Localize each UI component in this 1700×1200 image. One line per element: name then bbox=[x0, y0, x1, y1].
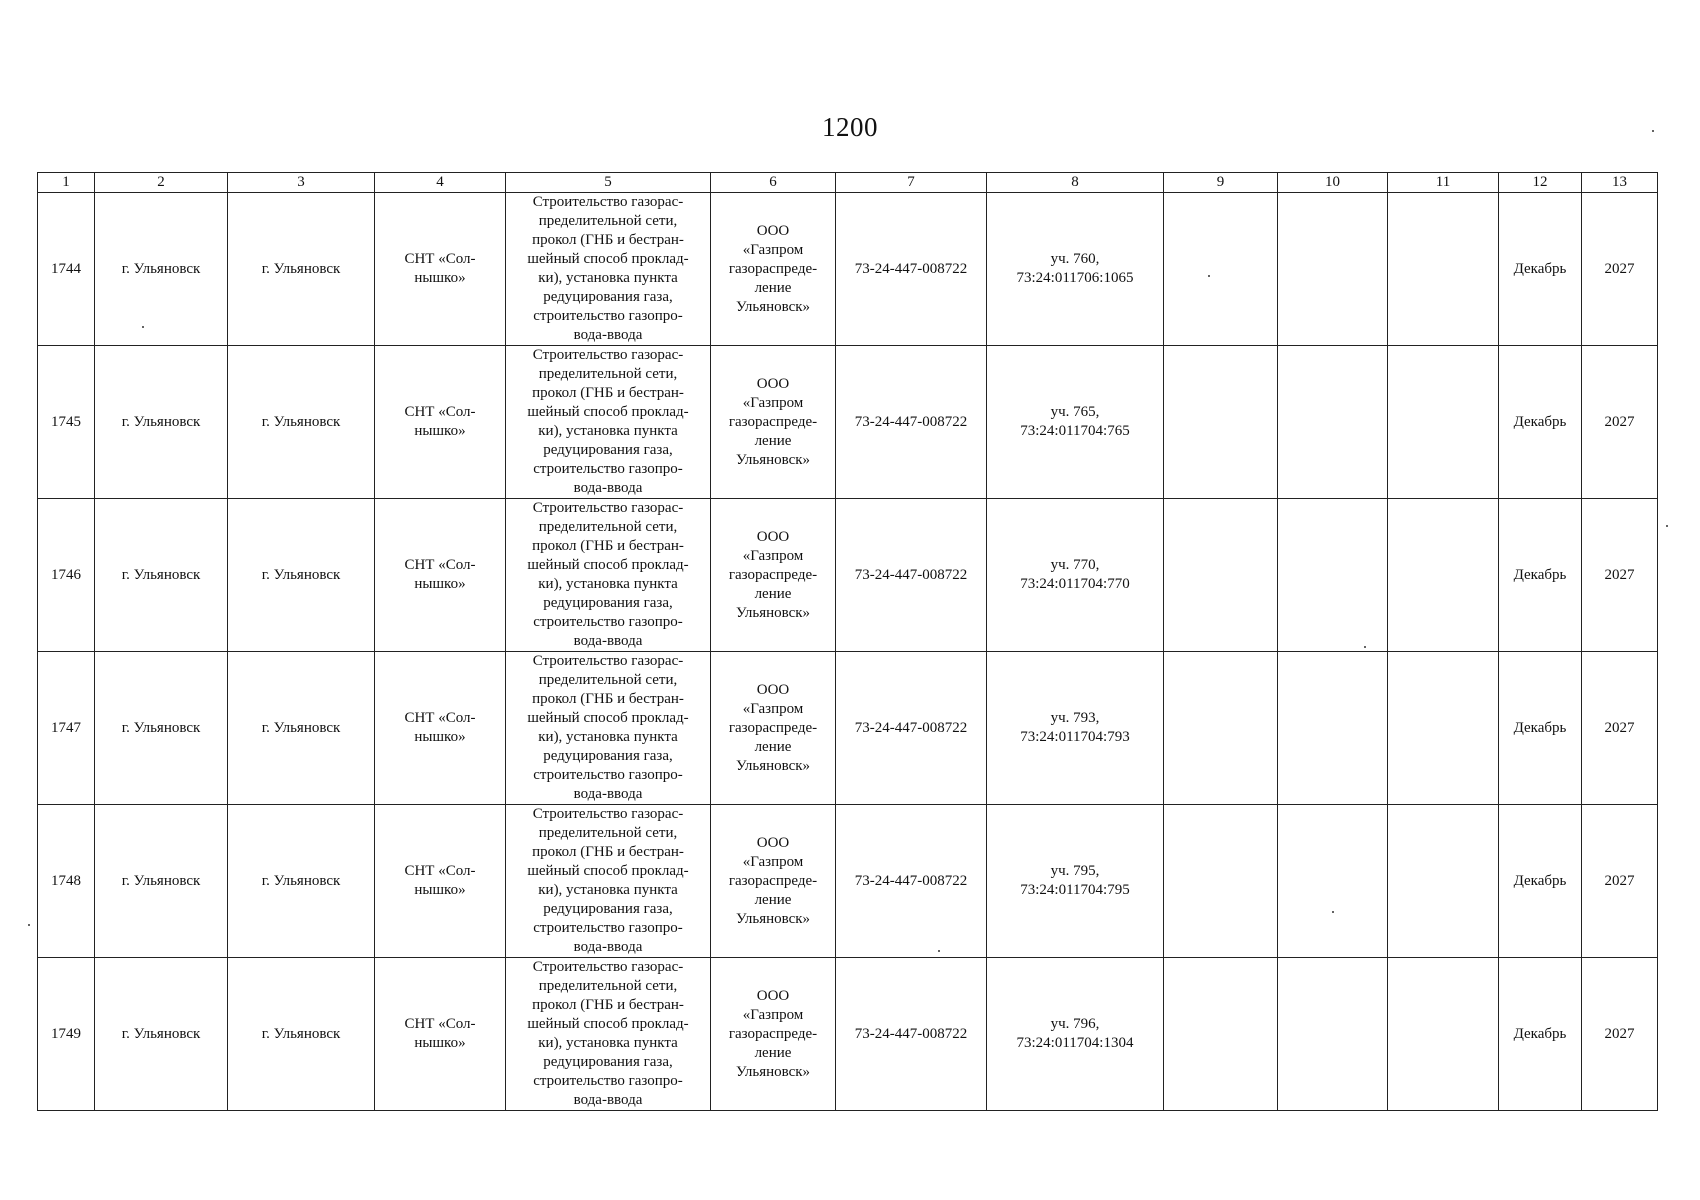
work-description-line: ки), установка пункта bbox=[538, 423, 678, 439]
register-table bbox=[37, 172, 1658, 1111]
column-9-cell bbox=[1164, 499, 1278, 652]
location-cell bbox=[375, 193, 506, 346]
work-description-line: редуцирования газа, bbox=[543, 442, 673, 458]
work-description-line: прокол (ГНБ и бестран- bbox=[532, 997, 684, 1013]
row-number-cell: 1744 bbox=[38, 193, 95, 346]
land-plot-cell bbox=[987, 499, 1164, 652]
column-11-cell bbox=[1388, 958, 1499, 1111]
work-description-line: вода-ввода bbox=[573, 786, 643, 802]
column-header: 7 bbox=[836, 173, 987, 193]
settlement-cell: г. Ульяновск bbox=[228, 958, 375, 1111]
organization-line: Ульяновск» bbox=[735, 298, 811, 315]
work-description-line: шейный способ проклад- bbox=[527, 863, 689, 879]
column-10-cell bbox=[1278, 346, 1388, 499]
work-description-line: прокол (ГНБ и бестран- bbox=[532, 232, 684, 248]
work-description-line: Строительство газорас- bbox=[532, 347, 684, 363]
column-9-cell bbox=[1164, 346, 1278, 499]
column-header: 8 bbox=[987, 173, 1164, 193]
location-line: нышко» bbox=[414, 729, 466, 745]
settlement-cell: г. Ульяновск bbox=[228, 652, 375, 805]
land-plot-cell bbox=[987, 958, 1164, 1111]
month-cell: Декабрь bbox=[1499, 499, 1582, 652]
organization-cell bbox=[711, 346, 836, 499]
organization-cell bbox=[711, 499, 836, 652]
settlement-cell: г. Ульяновск bbox=[228, 193, 375, 346]
land-plot-line: уч. 796, bbox=[1050, 1016, 1100, 1032]
column-header: 3 bbox=[228, 173, 375, 193]
location-line: нышко» bbox=[414, 1035, 466, 1051]
column-10-cell bbox=[1278, 193, 1388, 346]
column-header: 6 bbox=[711, 173, 836, 193]
work-description-line: прокол (ГНБ и бестран- bbox=[532, 385, 684, 401]
work-description-line: вода-ввода bbox=[573, 939, 643, 955]
column-header: 5 bbox=[506, 173, 711, 193]
work-description-cell bbox=[506, 499, 711, 652]
column-9-cell bbox=[1164, 805, 1278, 958]
land-plot-line: 73:24:011704:765 bbox=[1020, 423, 1130, 439]
work-description-line: ки), установка пункта bbox=[538, 882, 678, 898]
work-description-line: редуцирования газа, bbox=[543, 289, 673, 305]
work-description-line: строительство газопро- bbox=[533, 920, 683, 936]
organization-line: ООО bbox=[756, 528, 790, 545]
organization-line: ление bbox=[754, 585, 792, 602]
organization-line: ООО bbox=[756, 834, 790, 851]
month-cell: Декабрь bbox=[1499, 805, 1582, 958]
location-line: нышко» bbox=[414, 423, 466, 439]
table-row bbox=[38, 499, 1658, 652]
land-plot-cell bbox=[987, 805, 1164, 958]
row-number-cell: 1746 bbox=[38, 499, 95, 652]
settlement-cell: г. Ульяновск bbox=[228, 805, 375, 958]
work-description-line: пределительной сети, bbox=[538, 213, 678, 229]
work-description-line: вода-ввода bbox=[573, 327, 643, 343]
organization-line: газораспреде- bbox=[728, 1025, 818, 1042]
column-header: 4 bbox=[375, 173, 506, 193]
column-9-cell bbox=[1164, 958, 1278, 1111]
work-description-line: шейный способ проклад- bbox=[527, 251, 689, 267]
scan-speck bbox=[1652, 130, 1654, 132]
column-11-cell bbox=[1388, 346, 1499, 499]
column-10-cell bbox=[1278, 652, 1388, 805]
column-header: 2 bbox=[95, 173, 228, 193]
location-line: нышко» bbox=[414, 576, 466, 592]
land-plot-line: 73:24:011704:795 bbox=[1020, 882, 1130, 898]
land-plot-line: уч. 795, bbox=[1050, 863, 1100, 879]
work-description-line: редуцирования газа, bbox=[543, 748, 673, 764]
registry-number-cell: 73-24-447-008722 bbox=[836, 958, 987, 1111]
row-number-cell: 1747 bbox=[38, 652, 95, 805]
registry-number-cell: 73-24-447-008722 bbox=[836, 652, 987, 805]
work-description-line: Строительство газорас- bbox=[532, 194, 684, 210]
column-10-cell bbox=[1278, 499, 1388, 652]
location-line: СНТ «Сол- bbox=[404, 1016, 476, 1032]
organization-line: Ульяновск» bbox=[735, 1063, 811, 1080]
year-cell: 2027 bbox=[1582, 193, 1658, 346]
table-row bbox=[38, 346, 1658, 499]
registry-number-cell: 73-24-447-008722 bbox=[836, 805, 987, 958]
work-description-line: ки), установка пункта bbox=[538, 576, 678, 592]
work-description-line: прокол (ГНБ и бестран- bbox=[532, 538, 684, 554]
table-row bbox=[38, 805, 1658, 958]
column-header: 9 bbox=[1164, 173, 1278, 193]
organization-line: «Газпром bbox=[742, 700, 804, 717]
scan-speck bbox=[1332, 911, 1334, 913]
table-row bbox=[38, 958, 1658, 1111]
work-description-line: пределительной сети, bbox=[538, 825, 678, 841]
land-plot-cell bbox=[987, 652, 1164, 805]
year-cell: 2027 bbox=[1582, 652, 1658, 805]
month-cell: Декабрь bbox=[1499, 346, 1582, 499]
work-description-line: пределительной сети, bbox=[538, 519, 678, 535]
location-cell bbox=[375, 652, 506, 805]
organization-line: газораспреде- bbox=[728, 260, 818, 277]
work-description-line: Строительство газорас- bbox=[532, 653, 684, 669]
organization-line: Ульяновск» bbox=[735, 451, 811, 468]
row-number-cell: 1748 bbox=[38, 805, 95, 958]
work-description-line: шейный способ проклад- bbox=[527, 710, 689, 726]
work-description-line: строительство газопро- bbox=[533, 308, 683, 324]
column-header: 1 bbox=[38, 173, 95, 193]
land-plot-line: 73:24:011704:793 bbox=[1020, 729, 1130, 745]
organization-cell bbox=[711, 958, 836, 1111]
land-plot-line: 73:24:011704:770 bbox=[1020, 576, 1130, 592]
work-description-line: пределительной сети, bbox=[538, 366, 678, 382]
column-10-cell bbox=[1278, 958, 1388, 1111]
work-description-line: шейный способ проклад- bbox=[527, 557, 689, 573]
work-description-line: шейный способ проклад- bbox=[527, 1016, 689, 1032]
column-header: 11 bbox=[1388, 173, 1499, 193]
organization-line: «Газпром bbox=[742, 547, 804, 564]
municipality-cell: г. Ульяновск bbox=[95, 805, 228, 958]
location-line: СНТ «Сол- bbox=[404, 404, 476, 420]
organization-line: Ульяновск» bbox=[735, 604, 811, 621]
land-plot-line: 73:24:011706:1065 bbox=[1016, 270, 1134, 286]
column-header: 10 bbox=[1278, 173, 1388, 193]
organization-line: ление bbox=[754, 1044, 792, 1061]
location-line: СНТ «Сол- bbox=[404, 863, 476, 879]
organization-line: «Газпром bbox=[742, 853, 804, 870]
land-plot-line: уч. 770, bbox=[1050, 557, 1100, 573]
land-plot-cell bbox=[987, 346, 1164, 499]
row-number-cell: 1745 bbox=[38, 346, 95, 499]
scan-speck bbox=[1208, 275, 1210, 277]
scan-speck bbox=[142, 326, 144, 328]
municipality-cell: г. Ульяновск bbox=[95, 499, 228, 652]
organization-line: газораспреде- bbox=[728, 566, 818, 583]
column-11-cell bbox=[1388, 652, 1499, 805]
work-description-line: редуцирования газа, bbox=[543, 595, 673, 611]
work-description-line: строительство газопро- bbox=[533, 461, 683, 477]
registry-number-cell: 73-24-447-008722 bbox=[836, 499, 987, 652]
column-9-cell bbox=[1164, 193, 1278, 346]
settlement-cell: г. Ульяновск bbox=[228, 499, 375, 652]
municipality-cell: г. Ульяновск bbox=[95, 652, 228, 805]
month-cell: Декабрь bbox=[1499, 193, 1582, 346]
organization-line: газораспреде- bbox=[728, 719, 818, 736]
land-plot-line: уч. 765, bbox=[1050, 404, 1100, 420]
organization-cell bbox=[711, 652, 836, 805]
registry-number-cell: 73-24-447-008722 bbox=[836, 346, 987, 499]
year-cell: 2027 bbox=[1582, 958, 1658, 1111]
organization-line: «Газпром bbox=[742, 394, 804, 411]
organization-line: ление bbox=[754, 279, 792, 296]
organization-line: ление bbox=[754, 738, 792, 755]
work-description-line: Строительство газорас- bbox=[532, 806, 684, 822]
organization-line: ление bbox=[754, 891, 792, 908]
work-description-line: строительство газопро- bbox=[533, 614, 683, 630]
organization-line: Ульяновск» bbox=[735, 910, 811, 927]
column-header: 13 bbox=[1582, 173, 1658, 193]
scan-speck bbox=[938, 950, 940, 952]
organization-cell bbox=[711, 193, 836, 346]
column-header: 12 bbox=[1499, 173, 1582, 193]
row-number-cell: 1749 bbox=[38, 958, 95, 1111]
month-cell: Декабрь bbox=[1499, 652, 1582, 805]
work-description-line: строительство газопро- bbox=[533, 1073, 683, 1089]
work-description-line: редуцирования газа, bbox=[543, 901, 673, 917]
organization-line: ООО bbox=[756, 987, 790, 1004]
organization-line: ООО bbox=[756, 681, 790, 698]
work-description-line: редуцирования газа, bbox=[543, 1054, 673, 1070]
location-cell bbox=[375, 805, 506, 958]
land-plot-cell bbox=[987, 193, 1164, 346]
work-description-line: Строительство газорас- bbox=[532, 500, 684, 516]
land-plot-line: уч. 793, bbox=[1050, 710, 1100, 726]
year-cell: 2027 bbox=[1582, 499, 1658, 652]
work-description-line: вода-ввода bbox=[573, 633, 643, 649]
column-9-cell bbox=[1164, 652, 1278, 805]
work-description-cell bbox=[506, 958, 711, 1111]
organization-cell bbox=[711, 805, 836, 958]
location-cell bbox=[375, 346, 506, 499]
registry-number-cell: 73-24-447-008722 bbox=[836, 193, 987, 346]
land-plot-line: уч. 760, bbox=[1050, 251, 1100, 267]
organization-line: ление bbox=[754, 432, 792, 449]
column-10-cell bbox=[1278, 805, 1388, 958]
year-cell: 2027 bbox=[1582, 805, 1658, 958]
work-description-line: вода-ввода bbox=[573, 480, 643, 496]
work-description-line: строительство газопро- bbox=[533, 767, 683, 783]
work-description-line: шейный способ проклад- bbox=[527, 404, 689, 420]
settlement-cell: г. Ульяновск bbox=[228, 346, 375, 499]
work-description-line: Строительство газорас- bbox=[532, 959, 684, 975]
organization-line: «Газпром bbox=[742, 1006, 804, 1023]
location-line: нышко» bbox=[414, 270, 466, 286]
scan-speck bbox=[1666, 525, 1668, 527]
organization-line: Ульяновск» bbox=[735, 757, 811, 774]
work-description-cell bbox=[506, 652, 711, 805]
location-line: СНТ «Сол- bbox=[404, 710, 476, 726]
work-description-line: ки), установка пункта bbox=[538, 1035, 678, 1051]
work-description-cell bbox=[506, 346, 711, 499]
location-line: нышко» bbox=[414, 882, 466, 898]
location-line: СНТ «Сол- bbox=[404, 557, 476, 573]
work-description-cell bbox=[506, 805, 711, 958]
month-cell: Декабрь bbox=[1499, 958, 1582, 1111]
work-description-line: прокол (ГНБ и бестран- bbox=[532, 844, 684, 860]
organization-line: газораспреде- bbox=[728, 413, 818, 430]
organization-line: ООО bbox=[756, 375, 790, 392]
scan-speck bbox=[28, 924, 30, 926]
location-cell bbox=[375, 499, 506, 652]
table-row bbox=[38, 193, 1658, 346]
organization-line: ООО bbox=[756, 222, 790, 239]
location-line: СНТ «Сол- bbox=[404, 251, 476, 267]
work-description-line: вода-ввода bbox=[573, 1092, 643, 1108]
column-11-cell bbox=[1388, 193, 1499, 346]
work-description-line: пределительной сети, bbox=[538, 978, 678, 994]
column-number-row bbox=[38, 173, 1658, 193]
municipality-cell: г. Ульяновск bbox=[95, 958, 228, 1111]
municipality-cell: г. Ульяновск bbox=[95, 193, 228, 346]
column-11-cell bbox=[1388, 805, 1499, 958]
work-description-line: ки), установка пункта bbox=[538, 729, 678, 745]
organization-line: газораспреде- bbox=[728, 872, 818, 889]
organization-line: «Газпром bbox=[742, 241, 804, 258]
land-plot-line: 73:24:011704:1304 bbox=[1016, 1035, 1134, 1051]
column-11-cell bbox=[1388, 499, 1499, 652]
work-description-line: прокол (ГНБ и бестран- bbox=[532, 691, 684, 707]
scan-speck bbox=[1364, 646, 1366, 648]
work-description-line: пределительной сети, bbox=[538, 672, 678, 688]
location-cell bbox=[375, 958, 506, 1111]
work-description-line: ки), установка пункта bbox=[538, 270, 678, 286]
page-number: 1200 bbox=[822, 112, 878, 142]
work-description-cell bbox=[506, 193, 711, 346]
municipality-cell: г. Ульяновск bbox=[95, 346, 228, 499]
table-row bbox=[38, 652, 1658, 805]
year-cell: 2027 bbox=[1582, 346, 1658, 499]
